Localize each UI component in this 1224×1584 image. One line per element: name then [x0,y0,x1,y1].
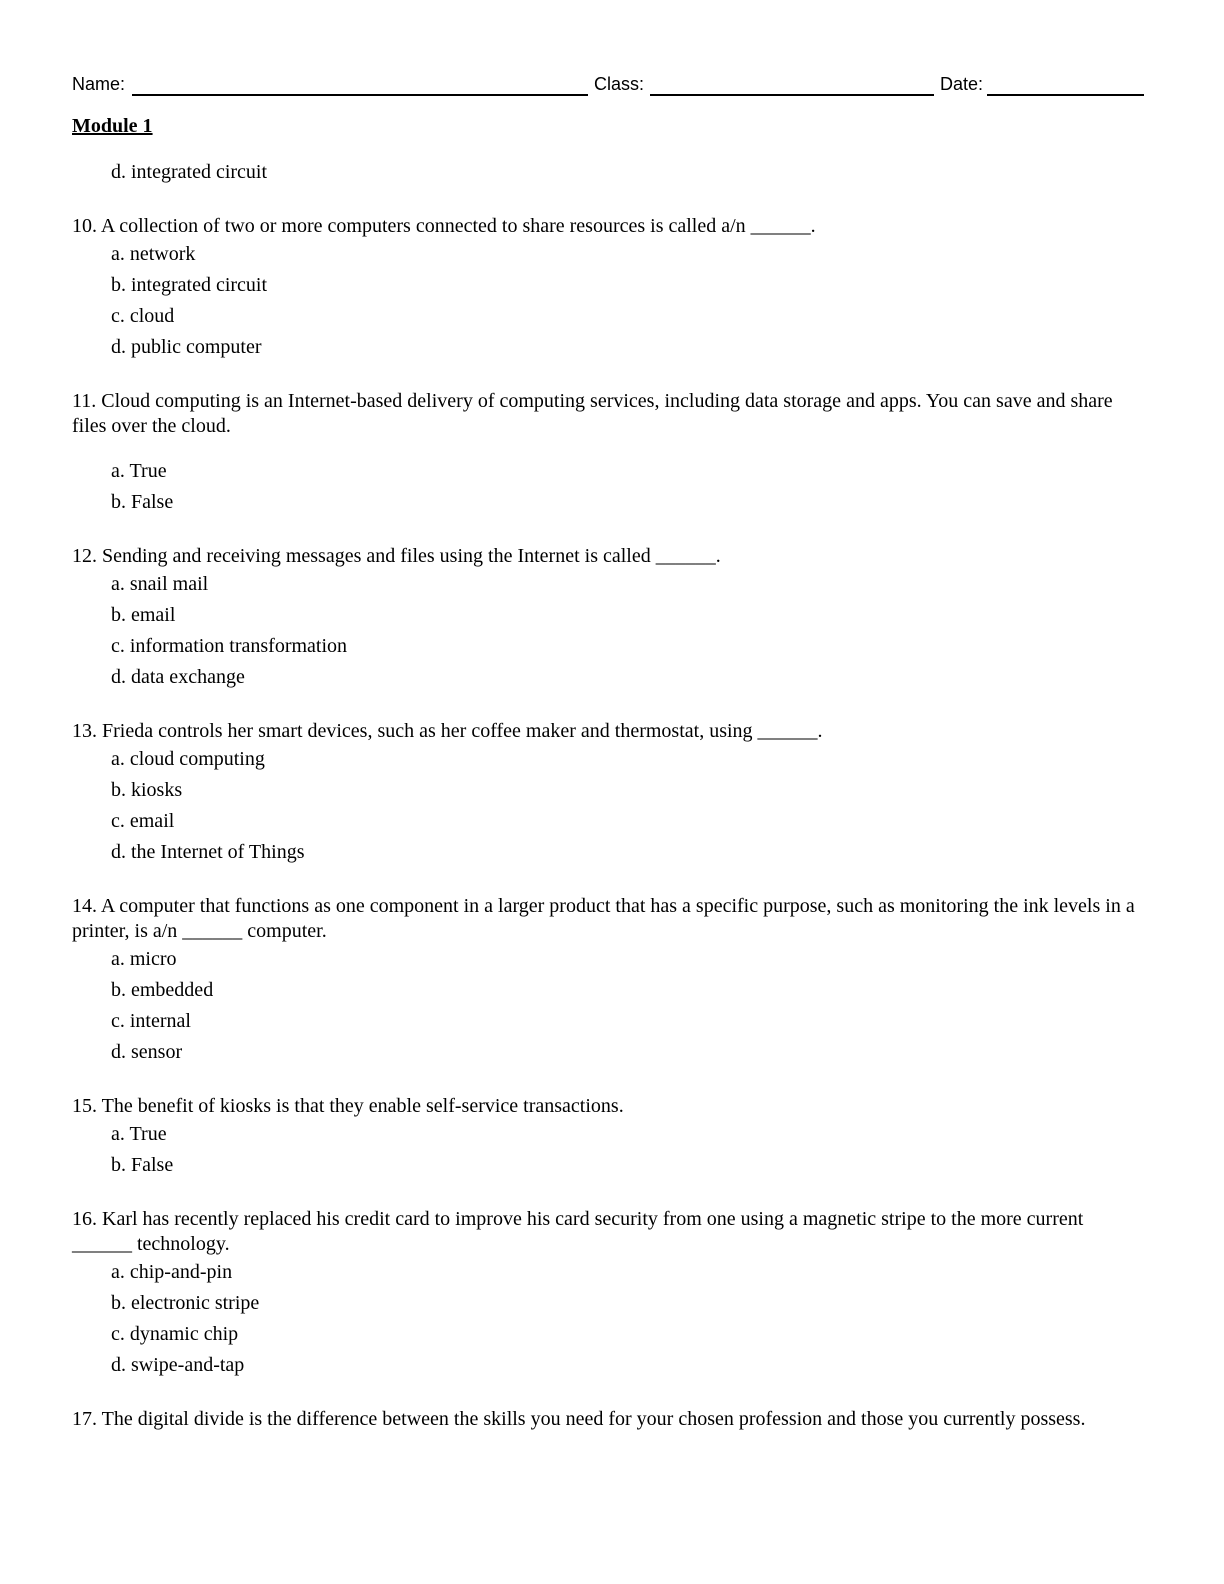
question-text: 11. Cloud computing is an Internet-based delivery of computing services, including data storage and apps. You can save and share files over the cloud. [72,390,1113,437]
question-text: 16. Karl has recently replaced his credit card to improve his card security from one using a magnetic stripe to the more current ______ technology. [72,1208,1084,1255]
answer-choice: d. public computer [111,336,262,358]
answer-choice: a. network [111,243,196,265]
question-14 [72,894,1147,1071]
answer-choice: b. integrated circuit [111,274,268,296]
answer-choice: d. data exchange [111,666,245,688]
class-label: Class: [594,74,645,94]
question-12 [72,544,1147,696]
answer-choice: b. embedded [111,979,214,1001]
date-label: Date: [940,74,984,94]
student-info-header [72,72,1144,98]
answer-choice: a. chip-and-pin [111,1261,233,1283]
answer-choice: c. internal [111,1010,191,1032]
answer-choice: c. cloud [111,305,175,327]
answer-choice: b. kiosks [111,779,183,801]
question-text: 13. Frieda controls her smart devices, such as her coffee maker and thermostat, using ______. [72,720,823,742]
answer-choice: b. False [111,1154,174,1176]
answer-choice: b. email [111,604,176,626]
question-13 [72,719,1147,871]
question-17 [72,1407,1147,1432]
class-field-line [650,94,934,96]
answer-choice: c. email [111,810,175,832]
answer-choice: d. sensor [111,1041,183,1063]
question-text: 10. A collection of two or more computers connected to share resources is called a/n ______. [72,215,816,237]
answer-choice: c. information transformation [111,635,348,657]
name-field-line [132,94,588,96]
name-label: Name: [72,74,126,94]
answer-choice: a. cloud computing [111,748,265,770]
question-16 [72,1207,1147,1384]
answer-choice: b. electronic stripe [111,1292,260,1314]
answer-choice: a. True [111,460,167,482]
question-15 [72,1094,1147,1184]
answer-choice: c. dynamic chip [111,1323,239,1345]
question-11 [72,389,1147,521]
question-text: 15. The benefit of kiosks is that they enable self-service transactions. [72,1095,624,1117]
question-text: 14. A computer that functions as one component in a larger product that has a specific purpose, such as monitoring the ink levels in a printer, is a/n ______ computer. [72,895,1135,942]
answer-choice: b. False [111,491,174,513]
question-text: 12. Sending and receiving messages and files using the Internet is called ______. [72,545,721,567]
date-field-line [987,94,1144,96]
module-title: Module 1 [72,115,153,137]
answer-choice: d. swipe-and-tap [111,1354,245,1376]
questions-list [72,160,1147,1432]
answer-choice: d. the Internet of Things [111,841,305,863]
answer-choice: a. snail mail [111,573,209,595]
question-text: 17. The digital divide is the difference between the skills you need for your chosen profession and those you currently possess. [72,1408,1086,1430]
question-10 [72,214,1147,366]
answer-choice: a. micro [111,948,177,970]
answer-choice: a. True [111,1123,167,1145]
answer-choice: d. integrated circuit [111,161,268,183]
